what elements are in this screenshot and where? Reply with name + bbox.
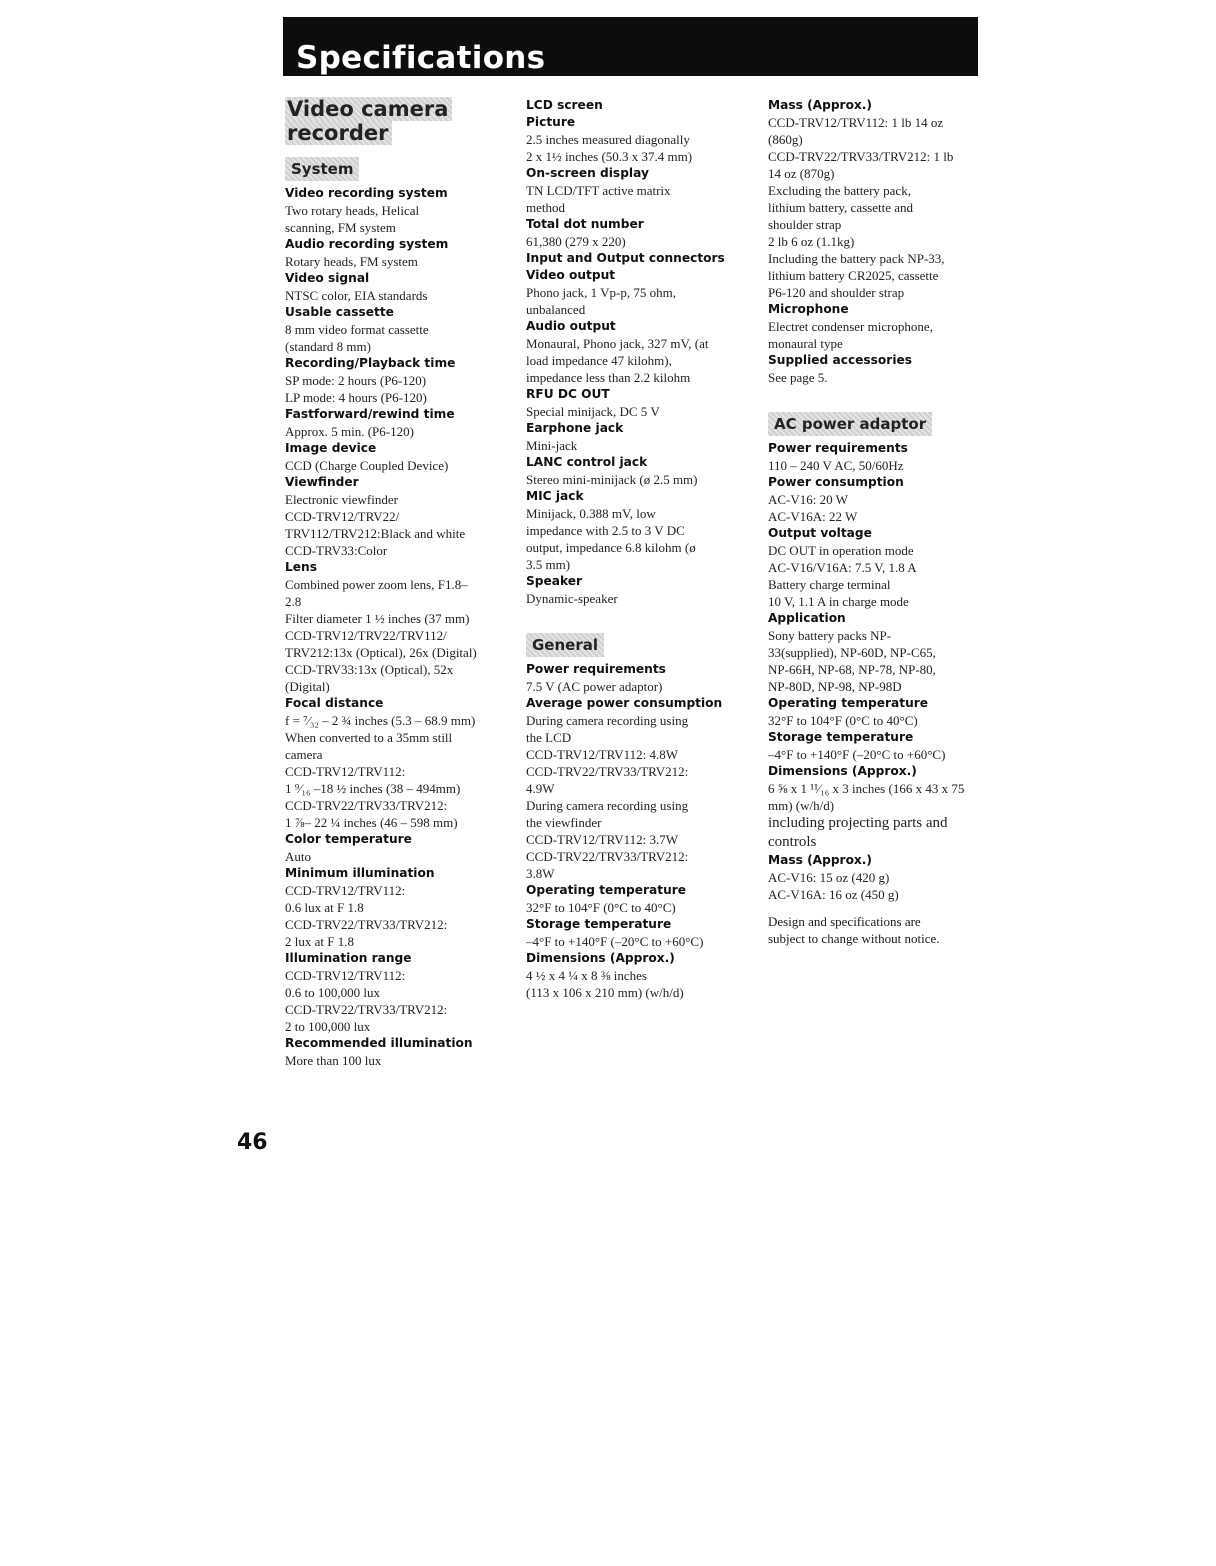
spec-value: 0.6 to 100,000 lux [285, 985, 380, 1000]
spec-value: CCD-TRV33:Color [285, 543, 388, 558]
spec-value: AC-V16/V16A: 7.5 V, 1.8 A [768, 560, 917, 575]
spec-value: 3.5 mm) [526, 557, 571, 572]
spec-value: 2 x 1½ inches (50.3 x 37.4 mm) [526, 149, 693, 164]
spec-value: load impedance 47 kilohm), [526, 353, 672, 368]
spec-value: impedance less than 2.2 kilohm [526, 370, 691, 385]
spec-value: CCD-TRV22/TRV33/TRV212: [285, 1002, 448, 1017]
spec-value: Electronic viewfinder [285, 492, 398, 507]
notice-line: Design and specifications are [768, 914, 921, 929]
spec-label: Microphone [768, 302, 849, 316]
spec-value: 2.8 [285, 594, 302, 609]
spec-label: Operating temperature [526, 883, 687, 897]
spec-value-note: including projecting parts and [768, 815, 948, 831]
spec-label: Video output [526, 268, 616, 282]
spec-value: monaural type [768, 336, 843, 351]
spec-value: Special minijack, DC 5 V [526, 404, 660, 419]
spec-value: Auto [285, 849, 311, 864]
spec-list [526, 97, 746, 607]
spec-value: Combined power zoom lens, F1.8– [285, 577, 468, 592]
spec-value: 4 ½ x 4 ¼ x 8 ⅜ inches [526, 968, 647, 983]
spec-value: the LCD [526, 730, 572, 745]
spec-label: RFU DC OUT [526, 387, 610, 401]
spec-label: Storage temperature [526, 917, 672, 931]
spec-label: Recording/Playback time [285, 356, 456, 370]
spec-list [526, 661, 746, 1001]
main-heading-line-2: recorder [285, 121, 392, 145]
spec-value: Including the battery pack NP-33, [768, 251, 945, 266]
spec-label: Dimensions (Approx.) [526, 951, 675, 965]
column-1 [285, 97, 510, 1069]
spec-value: 110 – 240 V AC, 50/60Hz [768, 458, 904, 473]
spec-label: Audio output [526, 319, 616, 333]
spec-value: When converted to a 35mm still [285, 730, 453, 745]
section-heading-general [526, 633, 746, 657]
spec-value: 2.5 inches measured diagonally [526, 132, 690, 147]
spec-value: CCD-TRV22/TRV33/TRV212: [285, 917, 448, 932]
spec-value: More than 100 lux [285, 1053, 382, 1068]
spec-label: Image device [285, 441, 377, 455]
section-heading-label: AC power adaptor [768, 412, 932, 436]
section-heading-label: System [285, 157, 359, 181]
spec-value: –4°F to +140°F (–20°C to +60°C) [768, 747, 946, 762]
spec-value: Battery charge terminal [768, 577, 891, 592]
spec-value: 61,380 (279 x 220) [526, 234, 626, 249]
spec-label: Supplied accessories [768, 353, 913, 367]
spec-label: Video recording system [285, 186, 448, 200]
spec-value: camera [285, 747, 323, 762]
spec-value: DC OUT in operation mode [768, 543, 914, 558]
spec-value: method [526, 200, 565, 215]
spec-label: Video signal [285, 271, 370, 285]
spec-value: 32°F to 104°F (0°C to 40°C) [526, 900, 676, 915]
spec-value: AC-V16A: 16 oz (450 g) [768, 887, 899, 902]
spec-value: NTSC color, EIA standards [285, 288, 428, 303]
section-heading-ac-power-adaptor [768, 412, 983, 436]
spec-value: CCD-TRV12/TRV112: [285, 883, 406, 898]
spec-value: output, impedance 6.8 kilohm (ø [526, 540, 696, 555]
spec-value: lithium battery CR2025, cassette [768, 268, 939, 283]
main-heading [285, 97, 510, 145]
spec-label: Total dot number [526, 217, 644, 231]
spec-value: f = ⁷⁄₃₂ – 2 ¾ inches (5.3 – 68.9 mm) [285, 713, 476, 728]
spec-value: Monaural, Phono jack, 327 mV, (at [526, 336, 709, 351]
spec-value: unbalanced [526, 302, 586, 317]
section-heading-label: General [526, 633, 604, 657]
column-3 [768, 97, 983, 947]
spec-label: Mass (Approx.) [768, 98, 872, 112]
spec-value: Rotary heads, FM system [285, 254, 418, 269]
spec-label: Focal distance [285, 696, 384, 710]
spec-value: NP-66H, NP-68, NP-78, NP-80, [768, 662, 936, 677]
page-number: 46 [237, 1130, 268, 1155]
spec-value: NP-80D, NP-98, NP-98D [768, 679, 902, 694]
spec-value: mm) (w/h/d) [768, 798, 835, 813]
spec-value: During camera recording using [526, 798, 689, 813]
spec-value: –4°F to +140°F (–20°C to +60°C) [526, 934, 704, 949]
spec-label: Storage temperature [768, 730, 914, 744]
spec-value: 2 to 100,000 lux [285, 1019, 371, 1034]
spec-value: CCD-TRV12/TRV112: [285, 968, 406, 983]
spec-value: TRV212:13x (Optical), 26x (Digital) [285, 645, 477, 660]
spec-value: Filter diameter 1 ½ inches (37 mm) [285, 611, 470, 626]
spec-list [285, 185, 510, 1069]
spec-label: Speaker [526, 574, 583, 588]
spec-value-note: controls [768, 834, 817, 850]
spec-label: Power requirements [526, 662, 666, 676]
spec-value: (860g) [768, 132, 803, 147]
spec-value: Two rotary heads, Helical [285, 203, 420, 218]
spec-label: Minimum illumination [285, 866, 435, 880]
spec-value: CCD-TRV22/TRV33/TRV212: 1 lb [768, 149, 954, 164]
column-2 [526, 97, 746, 1001]
spec-value: 2 lb 6 oz (1.1kg) [768, 234, 855, 249]
spec-value: 0.6 lux at F 1.8 [285, 900, 364, 915]
spec-label: Fastforward/rewind time [285, 407, 455, 421]
section-heading-system [285, 157, 510, 181]
spec-label: MIC jack [526, 489, 584, 503]
spec-value: AC-V16A: 22 W [768, 509, 858, 524]
spec-value: Approx. 5 min. (P6-120) [285, 424, 414, 439]
spec-label: Picture [526, 115, 576, 129]
spec-value: scanning, FM system [285, 220, 396, 235]
spec-label: Average power consumption [526, 696, 723, 710]
spec-value: 1 ⁹⁄₁₆ –18 ½ inches (38 – 494mm) [285, 781, 461, 796]
spec-label: Mass (Approx.) [768, 853, 872, 867]
spec-value: Phono jack, 1 Vp-p, 75 ohm, [526, 285, 676, 300]
spec-value: Electret condenser microphone, [768, 319, 933, 334]
spec-value: CCD-TRV12/TRV112: 4.8W [526, 747, 678, 762]
spec-value: AC-V16: 15 oz (420 g) [768, 870, 890, 885]
spec-value: 3.8W [526, 866, 555, 881]
page-title: Specifications [296, 40, 546, 76]
spec-value: Dynamic-speaker [526, 591, 618, 606]
title-banner [283, 17, 978, 76]
spec-value: 33(supplied), NP-60D, NP-C65, [768, 645, 936, 660]
spec-value: During camera recording using [526, 713, 689, 728]
spec-value: 6 ⅝ x 1 ¹¹⁄₁₆ x 3 inches (166 x 43 x 75 [768, 781, 965, 796]
spec-value: CCD-TRV22/TRV33/TRV212: [526, 849, 689, 864]
spec-value: CCD-TRV33:13x (Optical), 52x [285, 662, 454, 677]
spec-value: AC-V16: 20 W [768, 492, 848, 507]
spec-value: shoulder strap [768, 217, 842, 232]
notice-line: subject to change without notice. [768, 931, 940, 946]
spec-value: Stereo mini-minijack (ø 2.5 mm) [526, 472, 698, 487]
spec-label: Application [768, 611, 846, 625]
spec-label: On-screen display [526, 166, 649, 180]
spec-value: 10 V, 1.1 A in charge mode [768, 594, 909, 609]
spec-label: Color temperature [285, 832, 412, 846]
spec-value: Mini-jack [526, 438, 578, 453]
spec-value: CCD-TRV12/TRV112: 3.7W [526, 832, 678, 847]
spec-label: Output voltage [768, 526, 872, 540]
spec-list [768, 440, 983, 903]
spec-value: CCD-TRV22/TRV33/TRV212: [526, 764, 689, 779]
spec-list [768, 97, 983, 386]
spec-value: the viewfinder [526, 815, 602, 830]
spec-label: LANC control jack [526, 455, 648, 469]
spec-value: 1 ⅞– 22 ¼ inches (46 – 598 mm) [285, 815, 458, 830]
spec-value: 2 lux at F 1.8 [285, 934, 354, 949]
spec-label: Input and Output connectors [526, 251, 725, 265]
spec-value: (Digital) [285, 679, 330, 694]
spec-value: (standard 8 mm) [285, 339, 371, 354]
spec-value: SP mode: 2 hours (P6-120) [285, 373, 427, 388]
spec-value: TRV112/TRV212:Black and white [285, 526, 466, 541]
spec-value: CCD-TRV12/TRV22/ [285, 509, 400, 524]
spec-value: Sony battery packs NP- [768, 628, 892, 643]
spec-label: Power requirements [768, 441, 908, 455]
spec-value: 8 mm video format cassette [285, 322, 429, 337]
spec-value: CCD-TRV12/TRV112: [285, 764, 406, 779]
spec-label: Illumination range [285, 951, 412, 965]
spec-value: LP mode: 4 hours (P6-120) [285, 390, 427, 405]
spec-label: Recommended illumination [285, 1036, 473, 1050]
spec-value: lithium battery, cassette and [768, 200, 913, 215]
spec-value: TN LCD/TFT active matrix [526, 183, 671, 198]
spec-label: Lens [285, 560, 317, 574]
spec-value: See page 5. [768, 370, 828, 385]
spec-value: (113 x 106 x 210 mm) (w/h/d) [526, 985, 684, 1000]
spec-label: Operating temperature [768, 696, 929, 710]
spec-value: Minijack, 0.388 mV, low [526, 506, 656, 521]
spec-value: 14 oz (870g) [768, 166, 835, 181]
spec-label: Power consumption [768, 475, 904, 489]
spec-value: 32°F to 104°F (0°C to 40°C) [768, 713, 918, 728]
spec-value: 4.9W [526, 781, 555, 796]
spec-label: Audio recording system [285, 237, 449, 251]
spec-value: CCD (Charge Coupled Device) [285, 458, 449, 473]
spec-value: 7.5 V (AC power adaptor) [526, 679, 663, 694]
spec-value: CCD-TRV12/TRV112: 1 lb 14 oz [768, 115, 944, 130]
spec-label: LCD screen [526, 98, 603, 112]
spec-label: Usable cassette [285, 305, 394, 319]
spec-label: Viewfinder [285, 475, 359, 489]
notice [768, 913, 983, 947]
spec-value: CCD-TRV22/TRV33/TRV212: [285, 798, 448, 813]
spec-value: Excluding the battery pack, [768, 183, 911, 198]
spec-label: Earphone jack [526, 421, 624, 435]
spec-label: Dimensions (Approx.) [768, 764, 917, 778]
spec-value: CCD-TRV12/TRV22/TRV112/ [285, 628, 447, 643]
spec-value: P6-120 and shoulder strap [768, 285, 905, 300]
main-heading-line-1: Video camera [285, 97, 452, 121]
spec-value: impedance with 2.5 to 3 V DC [526, 523, 685, 538]
